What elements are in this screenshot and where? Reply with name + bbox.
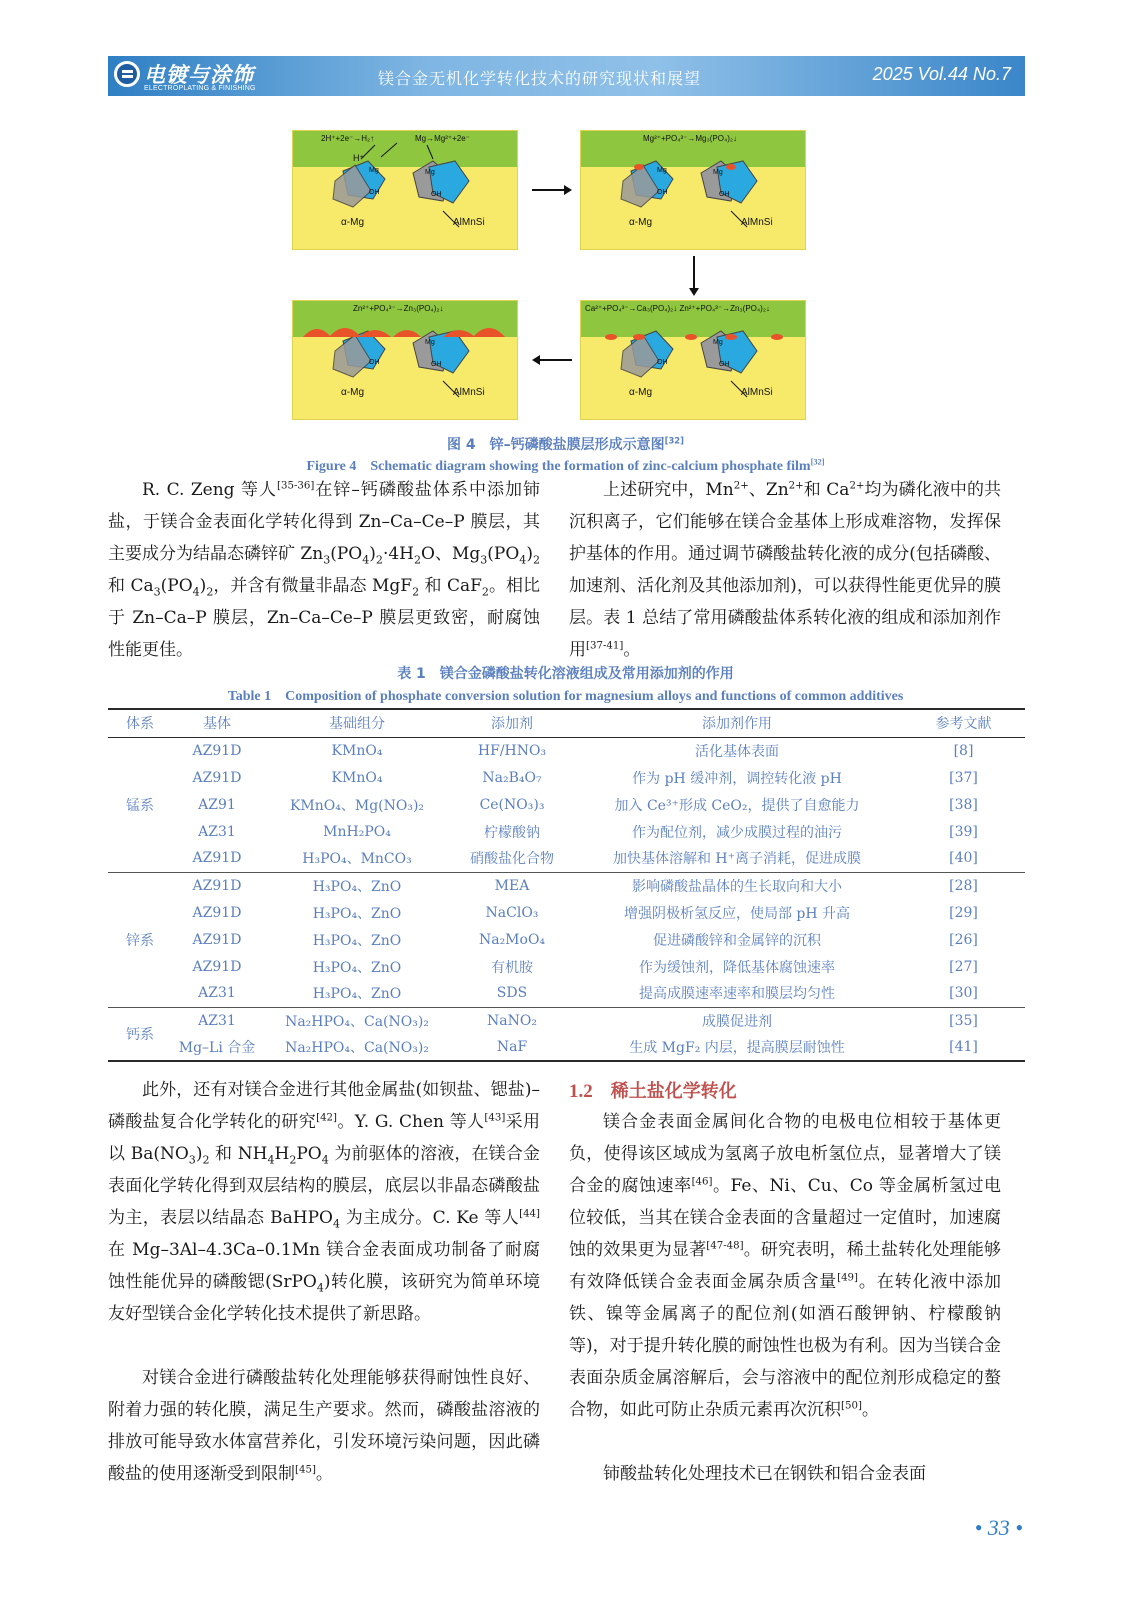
oh-label: OH [657, 189, 668, 196]
table-cell: [26] [949, 931, 978, 948]
table-cell: [40] [902, 845, 1025, 872]
table-cell: [27] [949, 958, 978, 975]
table-cell: Na₂B₄O₇ [482, 769, 542, 786]
table-row [108, 899, 1025, 926]
paragraph-phosphate-limit: 对镁合金进行磷酸盐转化处理能够获得耐蚀性良好、附着力强的转化膜，满足生产要求。然而，磷酸盐溶液的排放可能导致水体富营养化，引发环境污染问题，因此磷酸盐的使用逐渐受到限制[45]。 [108, 1368, 540, 1484]
table-cell: KMnO₄、Mg(NO₃)₂ [289, 797, 425, 814]
figure-caption-cn: 图 4 锌–钙磷酸盐膜层形成示意图[32] [447, 435, 684, 453]
column-header: 参考文献 [902, 709, 1025, 737]
table-cell: AZ31 [198, 823, 236, 840]
panel-2-drawing [581, 131, 806, 250]
logo-chinese-name: 电镀与涂饰 [144, 62, 254, 87]
running-title: 镁合金无机化学转化技术的研究现状和展望 [378, 69, 702, 88]
table-cell: H₃PO₄、MnCO₃ [262, 845, 452, 872]
table-1 [108, 708, 1025, 1062]
column-header: 添加剂 [452, 709, 572, 737]
table-cell: 促进磷酸锌和金属锌的沉积 [653, 932, 821, 949]
reaction-equation: Zn²⁺+PO₄³⁻→Zn₃(PO₄)₂↓ [353, 304, 444, 313]
panel-4-drawing [293, 301, 518, 420]
logo-english-name: ELECTROPLATING & FINISHING [144, 85, 256, 92]
oh-label: OH [369, 359, 380, 366]
paragraph-rare-earth: 镁合金表面金属间化合物的电极电位相较于基体更负，使得该区域成为氢离子放电析氢位点，显著增大了镁合金的腐蚀速率[46]。Fe、Ni、Cu、Co 等金属析氢过电位较低，当其在镁合金表面的含量超过一定值时，加速腐蚀的效果更为显著[47-48]。研究表明，稀土盐转化处理能够有效降低镁合金表面金属杂质含量[49]。在转化液中添加铁、镍等金属离子的配位剂(如酒石酸钾钠、柠檬酸钠等)，对于提升转化膜的耐蚀性也极为有利。因为当镁合金表面杂质金属溶解后，会与溶液中的配位剂形成稳定的螯合物，如此可防止杂质元素再次沉积[50]。 [569, 1112, 1002, 1420]
table-row [108, 872, 1025, 899]
figure-panel-3 [580, 300, 806, 420]
table-cell: AZ91D [192, 769, 242, 786]
table-cell: KMnO₄ [331, 769, 383, 786]
mg-label: Mg [713, 339, 723, 346]
system-cell: 锌系 [108, 872, 172, 1007]
table-cell: Na₂HPO₄、Ca(NO₃)₂ [262, 1034, 452, 1061]
table-cell: 活化基体表面 [695, 743, 779, 760]
oh-label: OH [369, 189, 380, 196]
table-cell: 加入 Ce³⁺形成 CeO₂，提供了自愈能力 [614, 797, 860, 814]
mg-label: Mg [713, 169, 723, 176]
reaction-equation: Mg→Mg²⁺+2e⁻ [415, 134, 470, 143]
table-cell: Mg–Li 合金 [172, 1034, 262, 1061]
table-cell: [38] [949, 796, 978, 813]
paragraph-cerate: 铈酸盐转化处理技术已在钢铁和铝合金表面 [603, 1464, 926, 1484]
table-cell: AZ91D [192, 742, 242, 759]
arrow-left-icon [530, 352, 574, 368]
journal-logo [114, 59, 254, 93]
table-cell: [39] [949, 823, 978, 840]
paragraph-coprecipitation: 上述研究中，$Mn^{2+}$、$Zn^{2+}$和 $Ca^{2+}$均为磷化液中的共沉积离子，它们能够在镁合金基体上形成难溶物，发挥保护基体的作用。通过调节磷酸盐转化液的成分(包括磷酸、加速剂、活化剂及其他添加剂)，可以获得性能更优异的膜层。表 1 总结了常用磷酸盐体系转化液的组成和添加剂作用[37-41]。 [569, 480, 1002, 660]
oh-label: OH [431, 361, 442, 368]
table-cell: 硝酸盐化合物 [452, 845, 572, 872]
table-cell: 有机胺 [491, 959, 533, 976]
column-header: 添加剂作用 [572, 709, 902, 737]
table-cell: H₃PO₄、ZnO [312, 905, 402, 922]
table-cell: 作为 pH 缓冲剂，调控转化液 pH [632, 770, 842, 787]
table-cell: 提高成膜速率速率和膜层均匀性 [572, 980, 902, 1007]
table-row [108, 1034, 1025, 1061]
table-row [108, 1007, 1025, 1034]
issue-info: 2025 Vol.44 No.7 [872, 64, 1011, 84]
panel-3-drawing [581, 301, 806, 420]
table-cell: Na₂MoO₄ [478, 931, 546, 948]
table-cell: AZ91D [192, 904, 242, 921]
table-cell: Na₂HPO₄、Ca(NO₃)₂ [285, 1013, 429, 1030]
oh-label: OH [657, 359, 668, 366]
table-cell: SDS [452, 980, 572, 1007]
table-cell: NaF [452, 1034, 572, 1061]
mg-label: Mg [425, 339, 435, 346]
alpha-mg-label: α-Mg [341, 217, 365, 228]
h-ion-label: H⁺ [353, 153, 365, 163]
table-caption-cn: 表 1 镁合金磷酸盐转化溶液组成及常用添加剂的作用 [397, 666, 734, 682]
column-header: 体系 [108, 709, 172, 737]
paragraph-other-salts: 此外，还有对镁合金进行其他金属盐(如钡盐、锶盐)–磷酸盐复合化学转化的研究[42]。Y. G. Chen 等人[43]采用以 $Ba(NO_3)_2$ 和 $NH_4H_2PO_4$ 为前驱体的溶液，在镁合金表面化学转化得到双层结构的膜层，底层以非晶态磷酸盐为主，表层以结晶态 BaHPO$_4$ 为主成分。C. Ke 等人[44]在 Mg–3Al–4.3Ca–0.1Mn 镁合金表面成功制备了耐腐蚀性能优异的磷酸锶(SrPO$_4$)转化膜，该研究为简单环境友好型镁合金化学转化技术提供了新思路。 [108, 1080, 541, 1324]
almnsi-label: AlMnSi [453, 387, 485, 398]
table-header-row [108, 709, 1025, 737]
table-cell: [8] [953, 742, 974, 759]
oh-label: OH [719, 191, 730, 198]
table-cell: NaNO₂ [487, 1012, 537, 1029]
table-cell: AZ91D [192, 877, 242, 894]
mg-label: Mg [369, 167, 379, 174]
table-cell: AZ91D [172, 845, 262, 872]
mg-label: Mg [657, 167, 667, 174]
table-cell: KMnO₄ [331, 742, 383, 759]
section-heading [569, 1077, 737, 1103]
reaction-equation: Ca²⁺+PO₄³⁻→Ca₃(PO₄)₂↓ Zn²⁺+PO₄³⁻→Zn₃(PO₄)₂↓ [585, 304, 770, 313]
journal-header-band [108, 56, 1025, 96]
oh-label: OH [719, 361, 730, 368]
figure-panel-2 [580, 130, 806, 250]
table-row [108, 980, 1025, 1007]
table-cell: AZ91D [192, 958, 242, 975]
figure-panel-1 [292, 130, 518, 250]
column-header: 基础组分 [262, 709, 452, 737]
table-cell: Ce(NO₃)₃ [479, 796, 545, 813]
table-cell: 影响磷酸盐晶体的生长取向和大小 [632, 878, 842, 895]
table-cell: AZ91D [192, 931, 242, 948]
table-caption-en: Table 1 Composition of phosphate conversion solution for magnesium alloys and functions of common additives [227, 689, 904, 704]
table-cell: [35] [949, 1012, 978, 1029]
table-cell: 柠檬酸钠 [484, 824, 540, 841]
reaction-equation: Mg²⁺+PO₄³⁻→Mg₃(PO₄)₂↓ [643, 134, 738, 143]
almnsi-label: AlMnSi [453, 217, 485, 228]
table-cell: 生成 MgF₂ 内层，提高膜层耐蚀性 [572, 1034, 902, 1061]
table-cell: AZ31 [172, 980, 262, 1007]
arrow-right-icon [530, 182, 574, 198]
alpha-mg-label: α-Mg [629, 387, 653, 398]
mg-label: Mg [425, 169, 435, 176]
table-cell: [29] [949, 904, 978, 921]
table-cell: AZ91 [198, 796, 236, 813]
table-cell: [30] [902, 980, 1025, 1007]
paragraph-zeng: R. C. Zeng 等人[35-36]在锌–钙磷酸盐体系中添加铈盐，于镁合金表面化学转化得到 Zn–Ca–Ce–P 膜层，其主要成分为结晶态磷锌矿 $Zn_3(PO_4)_2\cdot 4H_2O$、$Mg_3(PO_4)_2$ 和 $Ca_3(PO_4)_2$，并含有微量非晶态 MgF$_2$ 和 CaF$_2$。相比于 Zn–Ca–P 膜层，Zn–Ca–Ce–P 膜层更致密，耐腐蚀性能更佳。 [108, 480, 540, 660]
table-row [108, 845, 1025, 872]
table-cell: HF/HNO₃ [477, 742, 547, 759]
table-cell: [28] [949, 877, 978, 894]
table-row [108, 791, 1025, 818]
page-number: • 33 • [974, 1515, 1023, 1540]
table-row [108, 737, 1025, 764]
alpha-mg-label: α-Mg [629, 217, 653, 228]
table-row [108, 818, 1025, 845]
table-cell: [37] [949, 769, 978, 786]
table-cell: H₃PO₄、ZnO [312, 932, 402, 949]
table-row [108, 926, 1025, 953]
table-cell: MEA [494, 877, 530, 894]
oh-label: OH [431, 191, 442, 198]
system-cell: 锰系 [108, 737, 172, 872]
arrow-down-icon [686, 254, 702, 298]
reaction-equation: 2H⁺+2e⁻→H₂↑ [321, 134, 375, 143]
logo-emblem-icon [114, 61, 140, 87]
panel-1-drawing [293, 131, 518, 250]
table-cell: [41] [902, 1034, 1025, 1061]
table-row [108, 764, 1025, 791]
table-cell: 增强阴极析氢反应，使局部 pH 升高 [623, 905, 851, 922]
almnsi-label: AlMnSi [741, 387, 773, 398]
figure-panel-4 [292, 300, 518, 420]
table-row [108, 953, 1025, 980]
table-cell: AZ31 [198, 1012, 236, 1029]
table-cell: 作为缓蚀剂，降低基体腐蚀速率 [639, 959, 835, 976]
table-cell: MnH₂PO₄ [323, 823, 391, 840]
figure-caption-en: Figure 4 Schematic diagram showing the formation of zinc-calcium phosphate film[32] [306, 457, 825, 474]
table-cell: H₃PO₄、ZnO [312, 959, 402, 976]
section-number: 1.2 [569, 1081, 593, 1102]
table-cell: 加快基体溶解和 H⁺离子消耗，促进成膜 [572, 845, 902, 872]
column-header: 基体 [172, 709, 262, 737]
table-cell: H₃PO₄、ZnO [262, 980, 452, 1007]
system-cell: 钙系 [108, 1007, 172, 1061]
table-cell: 成膜促进剂 [702, 1013, 772, 1030]
table-cell: 作为配位剂，减少成膜过程的油污 [632, 824, 842, 841]
figure-4-schematic [300, 130, 840, 426]
table-cell: NaClO₃ [485, 904, 539, 921]
section-title: 稀土盐化学转化 [610, 1081, 737, 1102]
alpha-mg-label: α-Mg [341, 387, 365, 398]
table-cell: H₃PO₄、ZnO [312, 878, 402, 895]
almnsi-label: AlMnSi [741, 217, 773, 228]
